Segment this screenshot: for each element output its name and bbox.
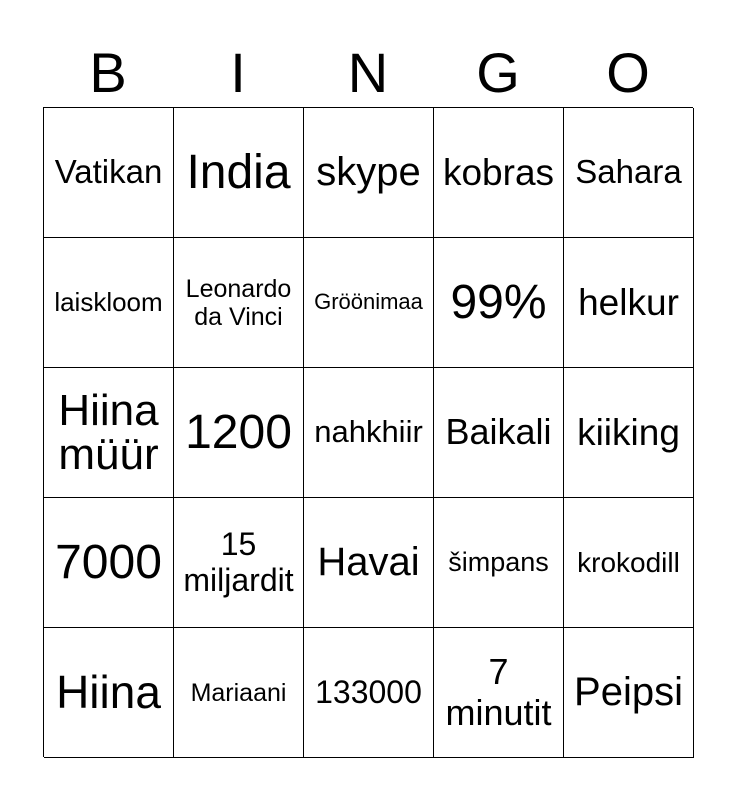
bingo-cell[interactable]: kiiking [564, 368, 694, 498]
bingo-cell[interactable]: 1200 [174, 368, 304, 498]
header-letter-n: N [347, 41, 389, 104]
bingo-cell[interactable]: Peipsi [564, 628, 694, 758]
bingo-cell[interactable]: 133000 [304, 628, 434, 758]
bingo-cell[interactable]: helkur [564, 238, 694, 368]
bingo-cell[interactable]: 7 minutit [434, 628, 564, 758]
bingo-cell[interactable]: Leonardo da Vinci [174, 238, 304, 368]
bingo-cell[interactable]: Havai [304, 498, 434, 628]
bingo-cell[interactable]: 99% [434, 238, 564, 368]
bingo-cell[interactable]: Baikali [434, 368, 564, 498]
bingo-cell[interactable]: Vatikan [44, 108, 174, 238]
bingo-cell[interactable]: Gröönimaa [304, 238, 434, 368]
header-letter-o: O [606, 41, 650, 104]
bingo-header [43, 40, 693, 106]
bingo-cell[interactable]: kobras [434, 108, 564, 238]
bingo-cell[interactable]: skype [304, 108, 434, 238]
bingo-board [43, 107, 693, 757]
bingo-cell[interactable]: Hiina [44, 628, 174, 758]
bingo-cell[interactable]: laiskloom [44, 238, 174, 368]
header-letter-g: G [476, 41, 520, 104]
header-letter-b: B [89, 41, 127, 104]
bingo-cell[interactable]: šimpans [434, 498, 564, 628]
bingo-cell[interactable]: nahkhiir [304, 368, 434, 498]
bingo-cell[interactable]: Sahara [564, 108, 694, 238]
header-letter-i: I [230, 41, 246, 104]
bingo-cell[interactable]: 15 miljardit [174, 498, 304, 628]
bingo-cell[interactable]: krokodill [564, 498, 694, 628]
bingo-cell[interactable]: 7000 [44, 498, 174, 628]
bingo-cell[interactable]: Hiina müür [44, 368, 174, 498]
bingo-cell[interactable]: India [174, 108, 304, 238]
bingo-cell[interactable]: Mariaani [174, 628, 304, 758]
